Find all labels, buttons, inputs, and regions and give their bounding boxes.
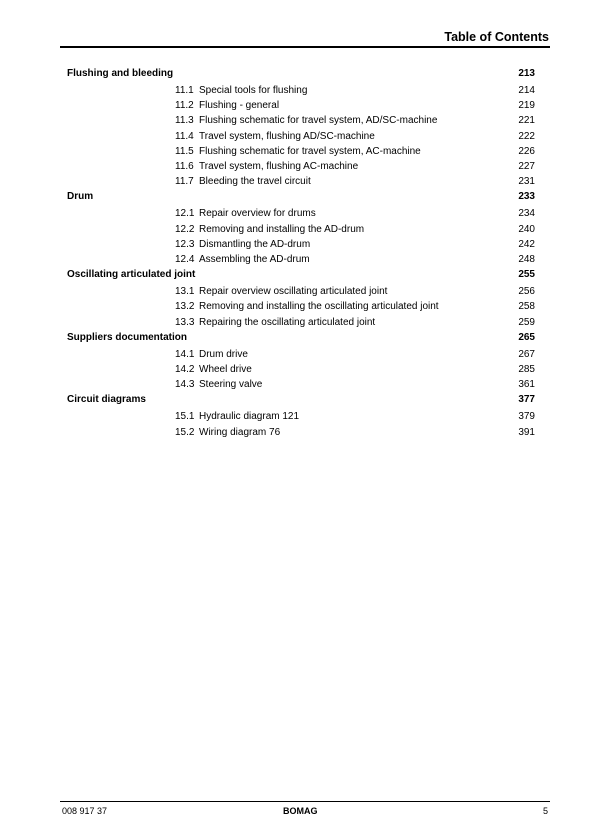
- entry-title: Flushing schematic for travel system, AD/SC-machine: [199, 115, 438, 127]
- toc-entry[interactable]: [175, 239, 535, 253]
- chapter-title: Drum: [67, 191, 94, 203]
- entry-title: Flushing - general: [199, 100, 280, 112]
- entry-page: 267: [518, 348, 535, 360]
- chapter-title: Flushing and bleeding: [67, 68, 174, 79]
- entry-page: 219: [518, 100, 535, 112]
- entry-title: Bleeding the travel circuit: [199, 176, 311, 188]
- entry-page: 242: [518, 238, 535, 250]
- document-number: 008 917 37: [62, 806, 108, 816]
- chapter-page: 377: [518, 394, 535, 406]
- entry-page: 258: [518, 301, 535, 313]
- toc-entry[interactable]: [175, 317, 535, 331]
- entry-title: Assembling the AD-drum: [199, 254, 310, 265]
- entry-title: Special tools for flushing: [199, 85, 308, 96]
- entry-number: 15.1: [175, 411, 195, 423]
- toc-entry[interactable]: [175, 379, 535, 393]
- entry-page: 240: [518, 223, 535, 235]
- toc-entry[interactable]: [175, 224, 535, 238]
- entry-page: 234: [518, 208, 535, 220]
- entry-page: 222: [518, 130, 535, 142]
- toc-chapter[interactable]: [67, 332, 535, 346]
- entry-page: 256: [518, 286, 535, 298]
- entry-page: 227: [518, 161, 535, 172]
- entry-number: 15.2: [175, 426, 195, 438]
- footer-divider: [60, 801, 550, 802]
- toc-entry[interactable]: [175, 254, 535, 268]
- toc-entry[interactable]: [175, 100, 535, 114]
- entry-title: Flushing schematic for travel system, AC-machine: [199, 145, 421, 157]
- chapter-title: Circuit diagrams: [67, 394, 146, 406]
- chapter-title: Suppliers documentation: [67, 331, 188, 343]
- toc-entry[interactable]: [175, 146, 535, 160]
- entry-page: 214: [518, 85, 535, 96]
- toc-entry[interactable]: [175, 131, 535, 145]
- entry-page: 259: [518, 316, 535, 328]
- entry-number: 13.3: [175, 316, 195, 328]
- entry-number: 14.1: [175, 348, 195, 360]
- brand-name: BOMAG: [283, 806, 318, 816]
- toc-chapter[interactable]: [67, 269, 535, 283]
- entry-title: Travel system, flushing AC-machine: [199, 161, 359, 172]
- entry-number: 14.3: [175, 379, 195, 391]
- chapter-page: 255: [518, 269, 535, 281]
- toc-entry[interactable]: [175, 115, 535, 129]
- toc-entry[interactable]: [175, 85, 535, 99]
- toc-entry[interactable]: [175, 208, 535, 222]
- entry-title: Repair overview oscillating articulated joint: [199, 286, 388, 298]
- entry-title: Removing and installing the AD-drum: [199, 223, 365, 235]
- toc-chapter[interactable]: [67, 191, 535, 205]
- entry-number: 12.2: [175, 223, 195, 235]
- entry-page: 391: [518, 426, 535, 438]
- chapter-title: Oscillating articulated joint: [67, 269, 196, 281]
- entry-title: Repair overview for drums: [199, 208, 316, 220]
- toc-entry[interactable]: [175, 176, 535, 190]
- entry-title: Repairing the oscillating articulated joint: [199, 316, 376, 328]
- entry-title: Steering valve: [199, 379, 263, 391]
- entry-number: 11.4: [175, 130, 194, 142]
- toc-entry[interactable]: [175, 411, 535, 425]
- entry-number: 11.5: [175, 145, 194, 157]
- entry-page: 379: [518, 411, 535, 423]
- page-number: 5: [542, 806, 548, 816]
- page-title: Table of Contents: [444, 30, 549, 44]
- chapter-page: 233: [518, 191, 535, 203]
- entry-number: 12.1: [175, 208, 195, 220]
- toc-entry[interactable]: [175, 301, 535, 315]
- toc-entry[interactable]: [175, 427, 535, 441]
- chapter-page: 213: [518, 68, 535, 79]
- entry-number: 13.1: [175, 286, 195, 298]
- entry-number: 11.3: [175, 115, 194, 127]
- entry-number: 11.1: [175, 85, 194, 96]
- entry-page: 231: [518, 176, 535, 188]
- toc-entry[interactable]: [175, 161, 535, 175]
- entry-page: 361: [518, 379, 535, 391]
- entry-page: 285: [518, 364, 535, 375]
- entry-title: Wheel drive: [199, 364, 252, 375]
- entry-title: Wiring diagram 76: [199, 426, 281, 438]
- entry-page: 248: [518, 254, 535, 265]
- entry-title: Hydraulic diagram 121: [199, 411, 300, 423]
- entry-title: Removing and installing the oscillating articulated joint: [199, 301, 439, 313]
- toc-entry[interactable]: [175, 349, 535, 363]
- toc-entry[interactable]: [175, 286, 535, 300]
- entry-number: 12.4: [175, 254, 195, 265]
- entry-number: 11.7: [175, 176, 194, 188]
- entry-number: 11.6: [175, 161, 194, 172]
- entry-title: Drum drive: [199, 348, 248, 360]
- toc-chapter[interactable]: [67, 68, 535, 82]
- toc-chapter[interactable]: [67, 394, 535, 408]
- entry-page: 226: [518, 145, 535, 157]
- entry-page: 221: [518, 115, 535, 127]
- entry-number: 13.2: [175, 301, 195, 313]
- header-divider: [60, 46, 550, 48]
- toc-entry[interactable]: [175, 364, 535, 378]
- chapter-page: 265: [518, 331, 535, 343]
- entry-number: 14.2: [175, 364, 195, 375]
- entry-number: 11.2: [175, 100, 194, 112]
- entry-number: 12.3: [175, 238, 195, 250]
- entry-title: Dismantling the AD-drum: [199, 238, 311, 250]
- entry-title: Travel system, flushing AD/SC-machine: [199, 130, 375, 142]
